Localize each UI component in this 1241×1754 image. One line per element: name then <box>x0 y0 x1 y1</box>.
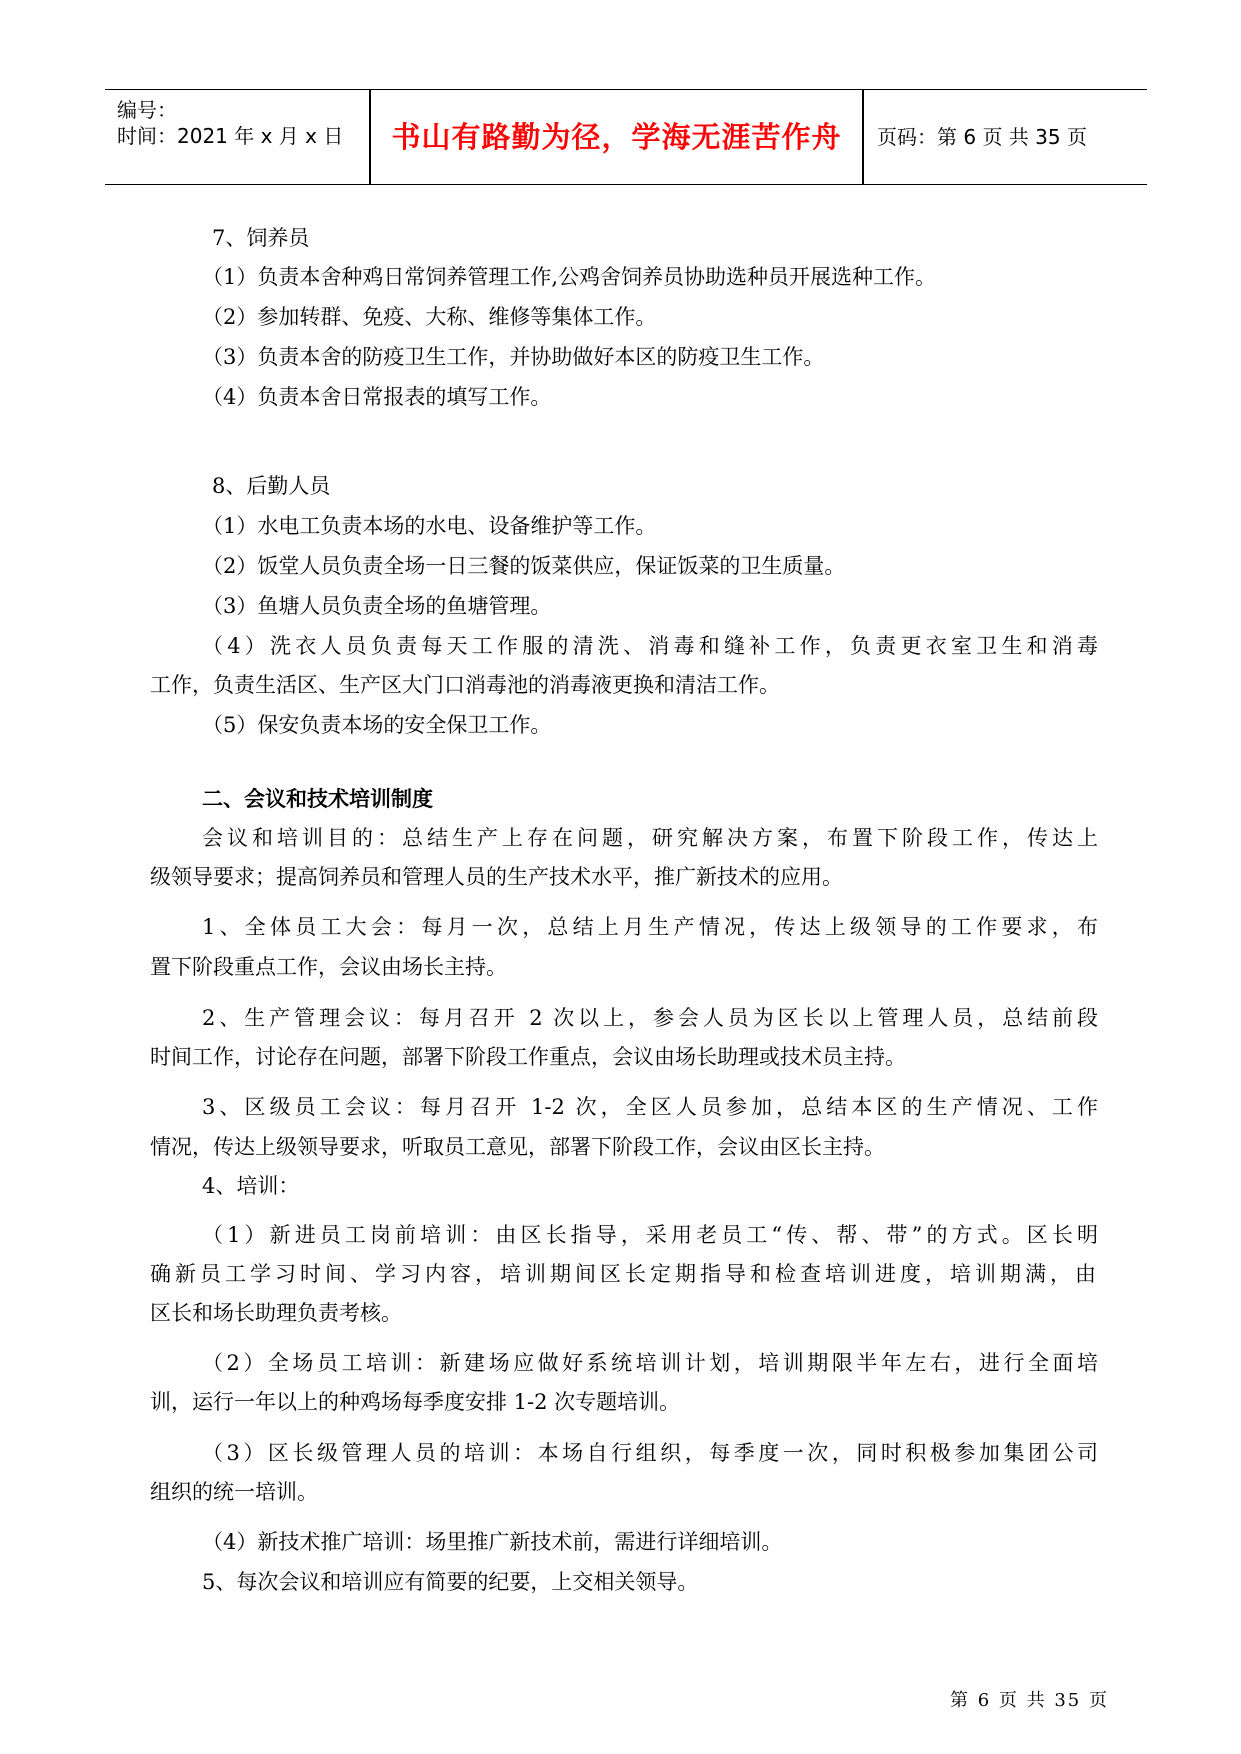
header-page-info: 页码：第 6 页 共 35 页 <box>877 125 1087 149</box>
paragraph: （1）水电工负责本场的水电、设备维护等工作。 <box>202 514 657 538</box>
paragraph: 情况，传达上级领导要求，听取员工意见，部署下阶段工作，会议由区长主持。 <box>150 1135 885 1159</box>
paragraph: （4）洗衣人员负责每天工作服的清洗、消毒和缝补工作，负责更衣室卫生和消毒 <box>202 634 1098 658</box>
paragraph: 训，运行一年以上的种鸡场每季度安排 1-2 次专题培训。 <box>150 1390 681 1414</box>
document-time-label: 时间：2021 年 x 月 x 日 <box>117 124 344 148</box>
paragraph: （4）负责本舍日常报表的填写工作。 <box>202 385 552 409</box>
paragraph: （1）负责本舍种鸡日常饲养管理工作,公鸡舍饲养员协助选种员开展选种工作。 <box>202 265 937 289</box>
paragraph: （5）保安负责本场的安全保卫工作。 <box>202 713 552 737</box>
paragraph: 组织的统一培训。 <box>150 1480 318 1504</box>
paragraph: 1、全体员工大会：每月一次，总结上月生产情况，传达上级领导的工作要求，布 <box>202 915 1098 939</box>
paragraph: 时间工作，讨论存在问题，部署下阶段工作重点，会议由场长助理或技术员主持。 <box>150 1045 906 1069</box>
paragraph: （1）新进员工岗前培训：由区长指导，采用老员工“传、帮、带”的方式。区长明 <box>202 1223 1098 1247</box>
document-number-label: 编号： <box>117 98 177 122</box>
paragraph: 会议和培训目的：总结生产上存在问题，研究解决方案，布置下阶段工作，传达上 <box>202 826 1098 850</box>
paragraph: 级领导要求；提高饲养员和管理人员的生产技术水平，推广新技术的应用。 <box>150 865 843 889</box>
paragraph: （2）全场员工培训：新建场应做好系统培训计划，培训期限半年左右，进行全面培 <box>202 1351 1098 1375</box>
paragraph: （2）饭堂人员负责全场一日三餐的饭菜供应，保证饭菜的卫生质量。 <box>202 554 846 578</box>
paragraph: 工作，负责生活区、生产区大门口消毒池的消毒液更换和清洁工作。 <box>150 673 780 697</box>
paragraph: 区长和场长助理负责考核。 <box>150 1301 402 1325</box>
paragraph: 5、每次会议和培训应有简要的纪要，上交相关领导。 <box>202 1570 699 1594</box>
paragraph: 3、区级员工会议：每月召开 1-2 次，全区人员参加，总结本区的生产情况、工作 <box>202 1095 1098 1119</box>
paragraph: （3）负责本舍的防疫卫生工作，并协助做好本区的防疫卫生工作。 <box>202 345 825 369</box>
page-footer: 第 6 页 共 35 页 <box>950 1690 1109 1711</box>
section-7-title: 7、饲养员 <box>212 226 310 250</box>
paragraph: （4）新技术推广培训：场里推广新技术前，需进行详细培训。 <box>202 1530 783 1554</box>
header-motto: 书山有路勤为径，学海无涯苦作舟 <box>391 120 842 154</box>
paragraph: 2、生产管理会议：每月召开 2 次以上，参会人员为区长以上管理人员，总结前段 <box>202 1006 1098 1030</box>
paragraph: （3）区长级管理人员的培训：本场自行组织，每季度一次，同时积极参加集团公司 <box>202 1441 1098 1465</box>
section-2-heading: 二、会议和技术培训制度 <box>202 786 433 811</box>
paragraph: 确新员工学习时间、学习内容，培训期间区长定期指导和检查培训进度，培训期满，由 <box>150 1262 1096 1286</box>
document-header <box>105 89 1147 185</box>
paragraph: 置下阶段重点工作，会议由场长主持。 <box>150 955 507 979</box>
paragraph: 4、培训： <box>202 1174 300 1198</box>
paragraph: （2）参加转群、免疫、大称、维修等集体工作。 <box>202 305 657 329</box>
paragraph: （3）鱼塘人员负责全场的鱼塘管理。 <box>202 594 552 618</box>
header-divider <box>862 90 864 184</box>
section-8-title: 8、后勤人员 <box>212 474 331 498</box>
